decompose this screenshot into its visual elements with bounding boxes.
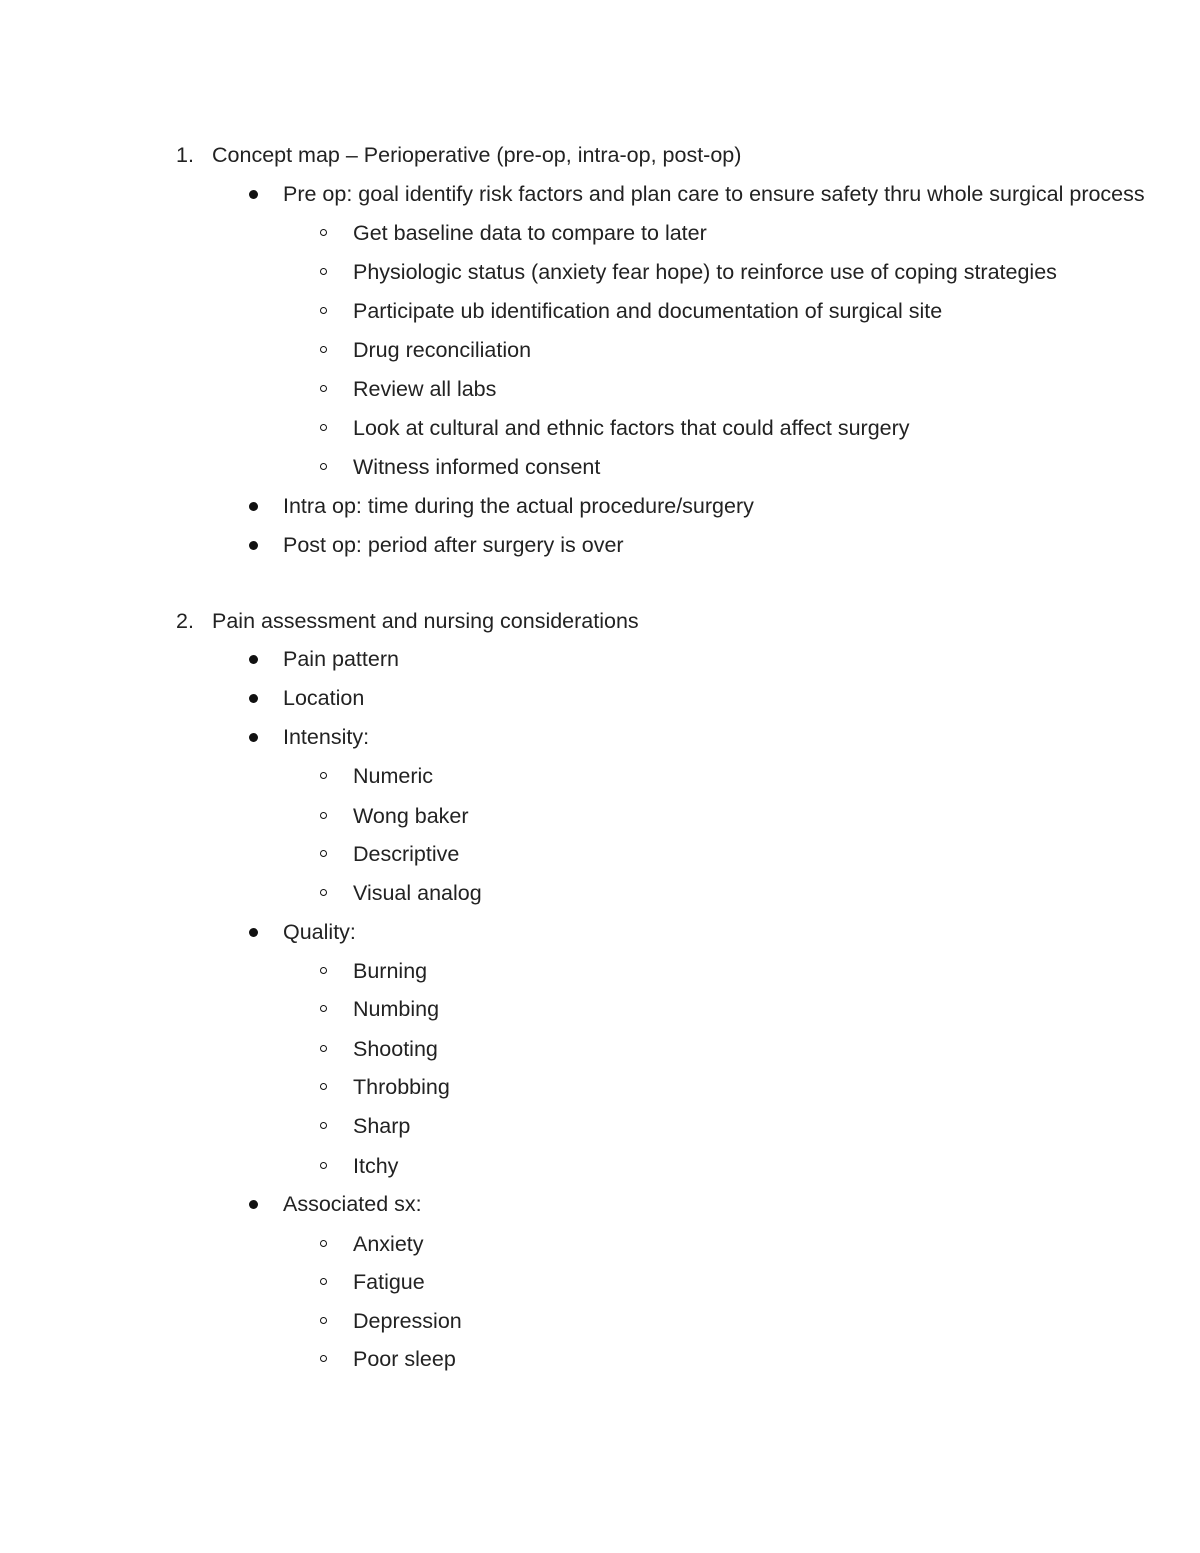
sub-list-item: Poor sleep	[353, 1347, 456, 1371]
bullet-dot-icon	[249, 694, 258, 703]
list-item: Pain pattern	[283, 647, 399, 671]
list-item: Intensity:	[283, 725, 370, 749]
sub-list-item: Review all labs	[353, 377, 497, 401]
sub-list-item: Look at cultural and ethnic factors that could affect surgery	[353, 416, 910, 440]
sub-list-item: Physiologic status (anxiety fear hope) to reinforce use of coping strategies	[353, 260, 1057, 284]
bullet-circle-icon	[320, 268, 327, 275]
bullet-circle-icon	[320, 346, 327, 353]
list-item: Post op: period after surgery is over	[283, 533, 624, 557]
list-item: Pre op: goal identify risk factors and plan care to ensure safety thru whole surgical process	[283, 182, 1145, 206]
sub-list-item: Witness informed consent	[353, 455, 601, 479]
section-title: Concept map – Perioperative (pre-op, intra-op, post-op)	[212, 143, 742, 167]
sub-list-item: Throbbing	[353, 1075, 450, 1099]
list-item: Location	[283, 686, 365, 710]
sub-list-item: Numbing	[353, 997, 440, 1021]
section-number: 2.	[176, 609, 194, 633]
sub-list-item: Depression	[353, 1309, 462, 1333]
sub-list-item: Descriptive	[353, 842, 460, 866]
bullet-circle-icon	[320, 385, 327, 392]
bullet-circle-icon	[320, 967, 327, 974]
bullet-dot-icon	[249, 733, 258, 742]
list-item: Quality:	[283, 920, 356, 944]
sub-list-item: Itchy	[353, 1154, 399, 1178]
sub-list-item: Anxiety	[353, 1232, 424, 1256]
sub-list-item: Drug reconciliation	[353, 338, 532, 362]
bullet-dot-icon	[249, 1200, 258, 1209]
bullet-circle-icon	[320, 1240, 327, 1247]
bullet-dot-icon	[249, 928, 258, 937]
sub-list-item: Get baseline data to compare to later	[353, 221, 707, 245]
bullet-circle-icon	[320, 850, 327, 857]
sub-list-item: Sharp	[353, 1114, 411, 1138]
bullet-circle-icon	[320, 889, 327, 896]
bullet-circle-icon	[320, 1005, 327, 1012]
sub-list-item: Wong baker	[353, 804, 469, 828]
bullet-circle-icon	[320, 307, 327, 314]
sub-list-item: Participate ub identification and documentation of surgical site	[353, 299, 943, 323]
bullet-dot-icon	[249, 502, 258, 511]
bullet-circle-icon	[320, 424, 327, 431]
bullet-dot-icon	[249, 541, 258, 550]
bullet-circle-icon	[320, 1278, 327, 1285]
bullet-dot-icon	[249, 655, 258, 664]
bullet-circle-icon	[320, 463, 327, 470]
sub-list-item: Fatigue	[353, 1270, 425, 1294]
bullet-circle-icon	[320, 1355, 327, 1362]
bullet-circle-icon	[320, 229, 327, 236]
bullet-circle-icon	[320, 1162, 327, 1169]
sub-list-item: Visual analog	[353, 881, 482, 905]
sub-list-item: Shooting	[353, 1037, 438, 1061]
bullet-circle-icon	[320, 772, 327, 779]
bullet-circle-icon	[320, 1122, 327, 1129]
sub-list-item: Burning	[353, 959, 428, 983]
bullet-circle-icon	[320, 812, 327, 819]
sub-list-item: Numeric	[353, 764, 434, 788]
section-number: 1.	[176, 143, 194, 167]
list-item: Associated sx:	[283, 1192, 422, 1216]
bullet-dot-icon	[249, 190, 258, 199]
bullet-circle-icon	[320, 1317, 327, 1324]
list-item: Intra op: time during the actual procedure/surgery	[283, 494, 754, 518]
bullet-circle-icon	[320, 1083, 327, 1090]
section-title: Pain assessment and nursing considerations	[212, 609, 639, 633]
bullet-circle-icon	[320, 1045, 327, 1052]
